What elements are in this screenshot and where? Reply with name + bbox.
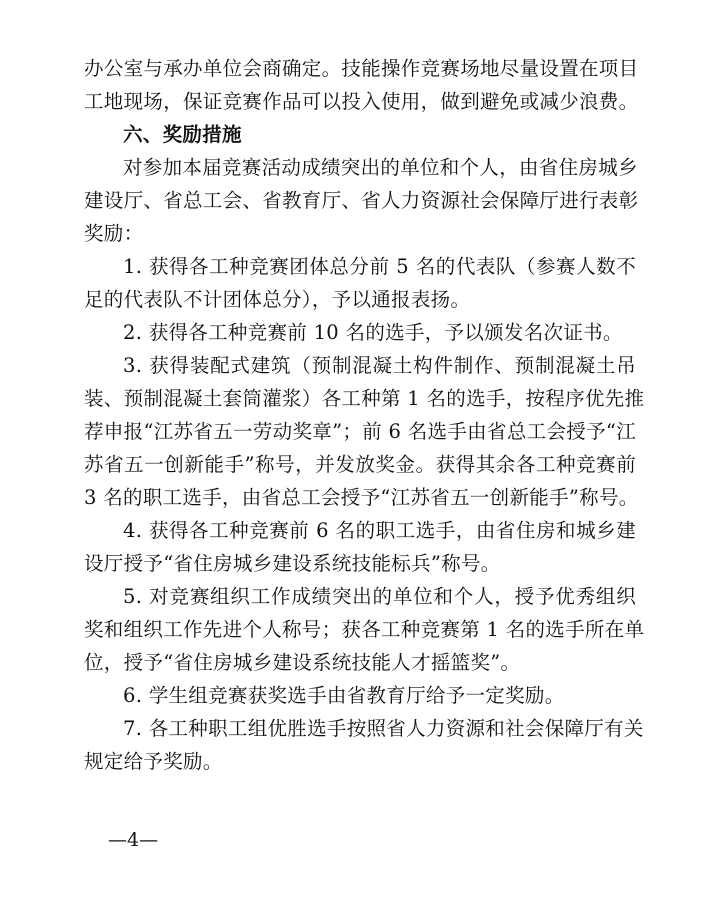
list-item-line: 奖和组织工作先进个人称号；获各工种竞赛第 1 名的选手所在单 [84, 618, 645, 641]
paragraph-line: 对参加本届竞赛活动成绩突出的单位和个人，由省住房城乡 [123, 156, 638, 179]
list-item-line: 装、预制混凝土套筒灌浆）各工种第 1 名的选手，按程序优先推 [84, 387, 645, 410]
list-item-line: 规定给予奖励。 [84, 750, 223, 773]
list-item-line: 位，授予“省住房城乡建设系统技能人才摇篮奖”。 [84, 651, 521, 674]
paragraph-line: 工地现场，保证竞赛作品可以投入使用，做到避免或减少浪费。 [84, 90, 639, 113]
list-item-line: 苏省五一创新能手”称号，并发放奖金。获得其余各工种竞赛前 [84, 453, 636, 476]
list-item-line: 4. 获得各工种竞赛前 6 名的职工选手，由省住房和城乡建 [123, 519, 636, 542]
list-item-line: 荐申报“江苏省五一劳动奖章”；前 6 名选手由省总工会授予“江 [84, 420, 636, 443]
paragraph-line: 办公室与承办单位会商确定。技能操作竞赛场地尽量设置在项目 [84, 57, 639, 80]
list-item-line: 3 名的职工选手，由省总工会授予“江苏省五一创新能手”称号。 [84, 486, 639, 509]
list-item-line: 3. 获得装配式建筑（预制混凝土构件制作、预制混凝土吊 [123, 354, 636, 377]
page-number: —4— [108, 829, 159, 851]
list-item-line: 设厅授予“省住房城乡建设系统技能标兵”称号。 [84, 552, 501, 575]
paragraph-line: 奖励： [84, 222, 144, 245]
paragraph-line: 建设厅、省总工会、省教育厅、省人力资源社会保障厅进行表彰 [84, 189, 639, 212]
list-item-line: 足的代表队不计团体总分），予以通报表扬。 [84, 288, 471, 311]
section-heading: 六、奖励措施 [123, 123, 242, 146]
list-item-line: 1. 获得各工种竞赛团体总分前 5 名的代表队（参赛人数不 [123, 255, 636, 278]
list-item-line: 6. 学生组竞赛获奖选手由省教育厅给予一定奖励。 [123, 684, 565, 707]
document-body [84, 52, 645, 778]
list-item-line: 2. 获得各工种竞赛前 10 名的选手，予以颁发名次证书。 [123, 321, 623, 344]
list-item-line: 7. 各工种职工组优胜选手按照省人力资源和社会保障厅有关 [123, 717, 644, 740]
list-item-line: 5. 对竞赛组织工作成绩突出的单位和个人，授予优秀组织 [123, 585, 636, 608]
